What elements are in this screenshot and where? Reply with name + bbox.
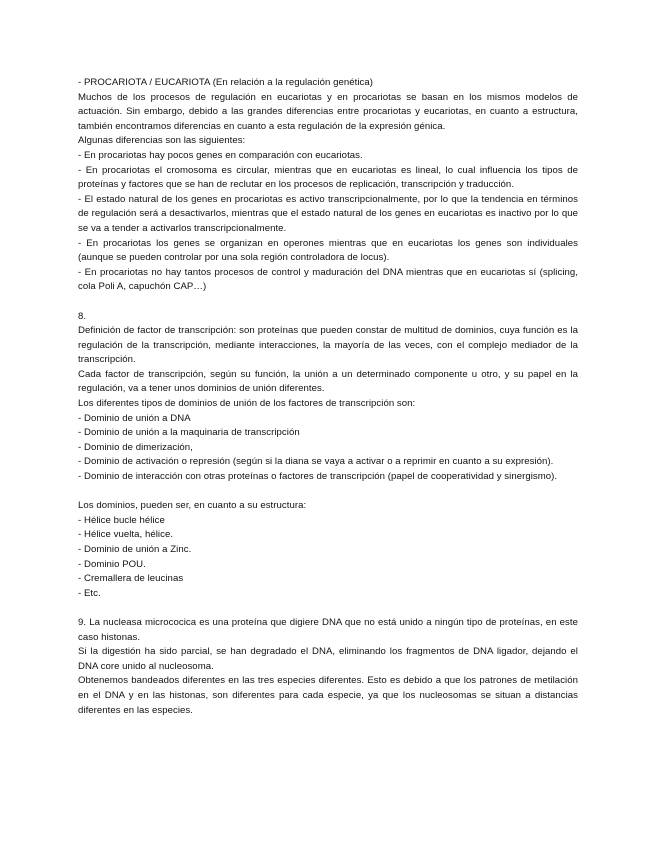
paragraph: Los dominios, pueden ser, en cuanto a su estructura: — [78, 500, 307, 512]
paragraph: Los diferentes tipos de dominios de unión de los factores de transcripción son: — [78, 398, 416, 410]
paragraph: 9. La nucleasa micrococica es una proteína que digiere DNA que no está unido a ningún tipo de proteínas, en este caso histonas. — [78, 616, 578, 643]
list-item: - Hélice vuelta, hélice. — [78, 529, 174, 541]
spacer — [78, 295, 578, 310]
list-item: - Dominio de unión a DNA — [78, 412, 191, 424]
list-item: - El estado natural de los genes en procariotas es activo transcripcionalmente, por lo que la tendencia en términos de regulación será a desactivarlos, mientras que el estado natural de los genes en eucariotas es inactivo por lo que se va a tender a activarlos transcripcionalmente. — [78, 193, 578, 234]
list-item: - Dominio de interacción con otras proteínas o factores de transcripción (papel de cooperatividad y sinergismo). — [78, 471, 558, 483]
list-item: - En procariotas no hay tantos procesos de control y maduración del DNA mientras que en eucariotas sí (splicing, cola Poli A, capuchón CAP…) — [78, 266, 578, 293]
paragraph: Algunas diferencias son las siguientes: — [78, 135, 246, 147]
paragraph: Definición de factor de transcripción: son proteínas que pueden constar de multitud de dominios, cuya función es la regulación de la transcripción, mediante interacciones, la mayoría de las veces, con el complejo mediador de la transcripción. — [78, 325, 578, 366]
list-item: - Dominio POU. — [78, 558, 146, 570]
list-item: - En procariotas el cromosoma es circular, mientras que en eucariotas es lineal, lo cual influencia los tipos de proteínas y factores que se han de reclutar en los procesos de replicación, transcripción y traducción. — [78, 164, 578, 191]
heading-procariota-eucariota: - PROCARIOTA / EUCARIOTA (En relación a la regulación genética) — [78, 77, 373, 88]
spacer — [78, 601, 578, 616]
paragraph: Obtenemos bandeados diferentes en las tres especies diferentes. Esto es debido a que los patrones de metilación en el DNA y en las histonas, son diferentes para cada especie, ya que los nucleosomas se situan a distancias diferentes en las especies. — [78, 675, 578, 716]
list-item: - En procariotas los genes se organizan en operones mientras que en eucariotas los genes son individuales (aunque se pueden controlar por una sola región controladora de locus). — [78, 237, 578, 264]
list-item: - Dominio de activación o represión (según si la diana se vaya a activar o a reprimir en cuanto a su expresión). — [78, 456, 554, 468]
paragraph: Si la digestión ha sido parcial, se han degradado el DNA, eliminando los fragmentos de DNA ligador, dejando el DNA core unido al nucleosoma. — [78, 646, 578, 672]
list-item: - Dominio de unión a la maquinaria de transcripción — [78, 427, 300, 439]
list-item: - Dominio de unión a Zinc. — [78, 544, 192, 555]
list-item: - Dominio de dimerización, — [78, 441, 193, 453]
paragraph: Cada factor de transcripción, según su función, la unión a un determinado componente u otro, y su papel en la regulación, va a tener unos dominios de unión diferentes. — [78, 368, 578, 395]
paragraph: Muchos de los procesos de regulación en eucariotas y en procariotas se basan en los mismos modelos de actuación. Sin embargo, debido a las grandes diferencias entre procariotas y eucariotas, en cuanto a estructura, también encontramos diferencias en cuanto a esta regulación de la expresión génica. — [78, 91, 578, 132]
section-number: 8. — [78, 310, 87, 322]
list-item: - Cremallera de leucinas — [78, 573, 184, 585]
list-item: - Etc. — [78, 587, 101, 599]
list-item: - Hélice bucle hélice — [78, 514, 165, 526]
list-item: - En procariotas hay pocos genes en comparación con eucariotas. — [78, 149, 363, 161]
spacer — [78, 485, 578, 500]
